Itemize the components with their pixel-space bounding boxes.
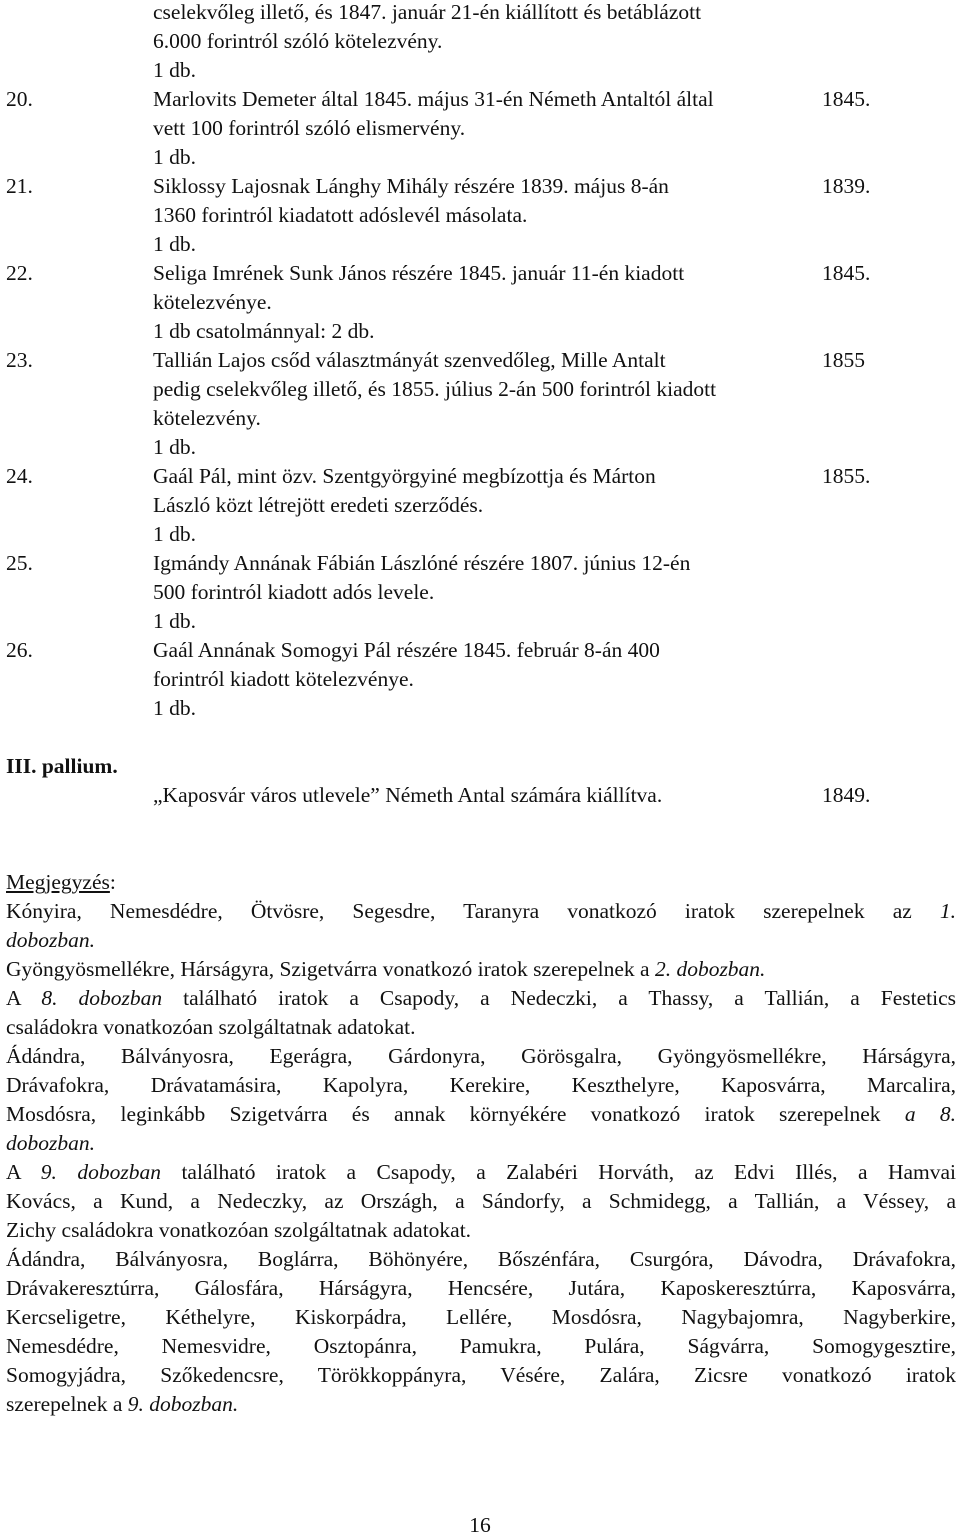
entry-25-number: 25. [6, 551, 33, 575]
entry-24-line-1: Gaál Pál, mint özv. Szentgyörgyiné megbízottja és Márton [153, 464, 656, 488]
note-p3-line-1 [6, 984, 956, 1013]
note-title [6, 868, 116, 897]
note-p5-box-ref: 9. dobozban [40, 1160, 161, 1184]
entry-20-line-1: Marlovits Demeter által 1845. május 31-én Németh Antaltól által [153, 87, 714, 111]
note-p5-line-2: Kovács, a Kund, a Nedeczky, az Országh, a Sándorfy, a Schmidegg, a Tallián, a Véssey, a [6, 1189, 956, 1213]
note-p4-line-2: Drávafokra, Drávatamásira, Kapolyra, Kerekire, Keszthelyre, Kaposvárra, Marcalira, [6, 1073, 956, 1097]
entry-20-line-2: vett 100 forintról szóló elismervény. [153, 116, 466, 140]
entry-20-line-3: 1 db. [153, 145, 196, 169]
entry-22-year: 1845. [822, 261, 871, 285]
entry-21-line-3: 1 db. [153, 232, 196, 256]
entry-20-year: 1845. [822, 87, 871, 111]
note-p4-line-3 [6, 1100, 956, 1129]
pallium-heading: III. pallium. [6, 754, 118, 778]
entry-22-line-1: Seliga Imrének Sunk János részére 1845. január 11-én kiadott [153, 261, 685, 285]
note-p3-text: található iratok a Csapody, a Nedeczki, a Thassy, a Tallián, a Festetics [183, 986, 957, 1010]
note-p1-line-2: dobozban. [6, 928, 95, 952]
note-p6-line-6 [6, 1390, 238, 1419]
note-p3-box-ref: 8. dobozban [41, 986, 163, 1010]
note-p1-text: Kónyira, Nemesdédre, Ötvösre, Segesdre, Taranyra vonatkozó iratok szerepelnek az [6, 899, 912, 923]
note-p5-line-3: Zichy családokra vonatkozóan szolgáltatnak adatokat. [6, 1218, 472, 1242]
entry-26-number: 26. [6, 638, 33, 662]
note-p6-line-4: Nemesdédre, Nemesvidre, Osztopánra, Pamukra, Pulára, Ságvárra, Somogygesztire, [6, 1334, 956, 1358]
note-p4-text: Mosdósra, leginkább Szigetvárra és annak környékére vonatkozó iratok szerepelnek [6, 1102, 881, 1126]
entry-24-line-3: 1 db. [153, 522, 196, 546]
entry-19-line-3: 1 db. [153, 58, 196, 82]
entry-26-line-1: Gaál Annának Somogyi Pál részére 1845. február 8-án 400 [153, 638, 660, 662]
note-p6-line-3: Kercseligetre, Kéthelyre, Kiskorpádra, Lellére, Mosdósra, Nagybajomra, Nagyberkire, [6, 1305, 956, 1329]
entry-25-line-1: Igmándy Annának Fábián Lászlóné részére 1807. június 12-én [153, 551, 691, 575]
note-p6-line-5: Somogyjádra, Szőkedencsre, Törökkoppányra, Vésére, Zalára, Zicsre vonatkozó iratok [6, 1363, 956, 1387]
entry-23-line-1: Tallián Lajos csőd választmányát szenvedőleg, Mille Antalt [153, 348, 666, 372]
note-p3-a: A [6, 986, 21, 1010]
entry-23-line-2: pedig cselekvőleg illető, és 1855. július 2-án 500 forintról kiadott [153, 377, 717, 401]
entry-24-number: 24. [6, 464, 33, 488]
entry-24-line-2: László közt létrejött eredeti szerződés. [153, 493, 484, 517]
pallium-item-year: 1849. [822, 783, 871, 807]
note-p5-a: A [6, 1160, 21, 1184]
note-p4-line-4: dobozban. [6, 1131, 95, 1155]
entry-23-year: 1855 [822, 348, 865, 372]
entry-21-year: 1839. [822, 174, 871, 198]
entry-24-year: 1855. [822, 464, 871, 488]
note-p5-text: található iratok a Csapody, a Zalabéri Horváth, az Edvi Illés, a Hamvai [181, 1160, 957, 1184]
page-number: 16 [469, 1513, 491, 1537]
note-p6-line-2: Drávakeresztúrra, Gálosfára, Hárságyra, Hencsére, Jutára, Kaposkeresztúrra, Kaposvárra, [6, 1276, 956, 1300]
note-p1-box-ref: 1. [939, 899, 956, 923]
entry-23-line-3: kötelezvény. [153, 406, 261, 430]
entry-22-line-2: kötelezvénye. [153, 290, 272, 314]
note-p1-line-1 [6, 897, 956, 926]
note-p6-box-ref: 9. dobozban. [127, 1392, 239, 1416]
entry-25-line-3: 1 db. [153, 609, 196, 633]
entry-23-line-4: 1 db. [153, 435, 196, 459]
entry-21-line-1: Siklossy Lajosnak Lánghy Mihály részére 1839. május 8-án [153, 174, 669, 198]
note-p3-line-2: családokra vonatkozóan szolgáltatnak adatokat. [6, 1015, 416, 1039]
note-p6-text: szerepelnek a [6, 1392, 123, 1416]
entry-19-line-1: cselekvőleg illető, és 1847. január 21-én kiállított és betáblázott [153, 0, 702, 24]
entry-26-line-2: forintról kiadott kötelezvénye. [153, 667, 414, 691]
entry-22-line-3: 1 db csatolmánnyal: 2 db. [153, 319, 375, 343]
entry-22-number: 22. [6, 261, 33, 285]
entry-21-number: 21. [6, 174, 33, 198]
note-p5-line-1 [6, 1158, 956, 1187]
entry-23-number: 23. [6, 348, 33, 372]
entry-25-line-2: 500 forintról kiadott adós levele. [153, 580, 435, 604]
note-title-colon: : [109, 870, 116, 894]
entry-21-line-2: 1360 forintról kiadatott adóslevél másolata. [153, 203, 528, 227]
note-p4-line-1: Ádándra, Bálványosra, Egerágra, Gárdonyra, Görösgalra, Gyöngyösmellékre, Hárságyra, [6, 1044, 956, 1068]
note-p2-text: Gyöngyösmellékre, Hárságyra, Szigetvárra vonatkozó iratok szerepelnek a [6, 957, 650, 981]
pallium-item: „Kaposvár város utlevele” Németh Antal számára kiállítva. [153, 783, 663, 807]
entry-19-line-2: 6.000 forintról szóló kötelezvény. [153, 29, 443, 53]
note-title-text: Megjegyzés [6, 870, 110, 894]
entry-26-line-3: 1 db. [153, 696, 196, 720]
note-p2-box-ref: 2. dobozban. [654, 957, 766, 981]
entry-20-number: 20. [6, 87, 33, 111]
note-p6-line-1: Ádándra, Bálványosra, Boglárra, Böhönyére, Bőszénfára, Csurgóra, Dávodra, Drávafokra, [6, 1247, 956, 1271]
note-p4-box-ref: a 8. [904, 1102, 957, 1126]
note-p2 [6, 955, 765, 984]
